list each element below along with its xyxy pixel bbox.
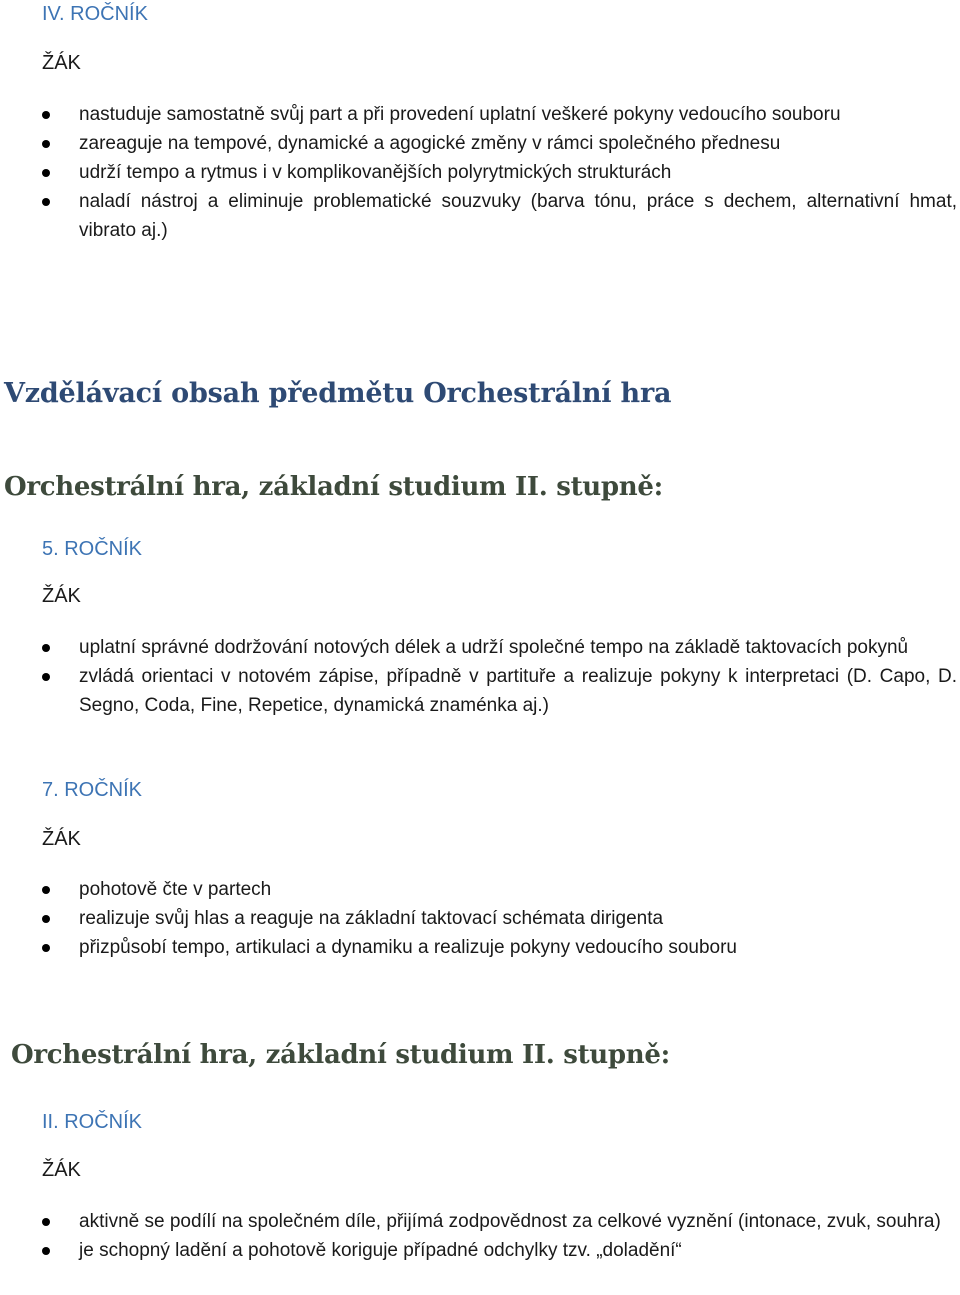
student-label-5: ŽÁK: [42, 585, 81, 607]
list-item: realizuje svůj hlas a reaguje na základní taktovací schémata dirigenta: [0, 904, 960, 933]
bullet-icon: [42, 1247, 50, 1255]
list-item: přizpůsobí tempo, artikulaci a dynamiku a realizuje pokyny vedoucího souboru: [0, 933, 960, 962]
list-item: nastuduje samostatně svůj part a při provedení uplatní veškeré pokyny vedoucího souboru: [0, 100, 960, 129]
grade-label-ii: II. ROČNÍK: [42, 1111, 143, 1133]
outcomes-list-7: [0, 875, 960, 962]
outcomes-list-5: [0, 633, 960, 720]
bullet-icon: [42, 140, 50, 148]
bullet-icon: [42, 169, 50, 177]
subheading-2: Orchestrální hra, základní studium II. stupně:: [11, 1040, 670, 1070]
list-item: pohotově čte v partech: [0, 875, 960, 904]
list-item: zareaguje na tempové, dynamické a agogické změny v rámci společného přednesu: [0, 129, 960, 158]
bullet-icon: [42, 886, 50, 894]
list-item: naladí nástroj a eliminuje problematické souzvuky (barva tónu, práce s dechem, alternativní hmat, vibrato aj.): [0, 187, 960, 245]
bullet-icon: [42, 673, 50, 681]
bullet-icon: [42, 944, 50, 952]
list-item: uplatní správné dodržování notových délek a udrží společné tempo na základě taktovacích pokynů: [0, 633, 960, 662]
list-item: aktivně se podílí na společném díle, přijímá zodpovědnost za celkové vyznění (intonace, zvuk, souhra): [0, 1207, 960, 1236]
list-item: zvládá orientaci v notovém zápise, případně v partituře a realizuje pokyny k interpretaci (D. Capo, D. Segno, Coda, Fine, Repetice, dynamická znaménka aj.): [0, 662, 960, 720]
student-label-ii: ŽÁK: [42, 1159, 81, 1181]
grade-label-7: 7. ROČNÍK: [42, 779, 143, 801]
subheading-1: Orchestrální hra, základní studium II. stupně:: [4, 472, 663, 502]
bullet-icon: [42, 198, 50, 206]
list-item: udrží tempo a rytmus i v komplikovanějších polyrytmických strukturách: [0, 158, 960, 187]
bullet-icon: [42, 915, 50, 923]
grade-label-5: 5. ROČNÍK: [42, 538, 143, 560]
bullet-icon: [42, 111, 50, 119]
bullet-icon: [42, 644, 50, 652]
list-item: je schopný ladění a pohotově koriguje případné odchylky tzv. „doladění“: [0, 1236, 960, 1265]
main-heading: Vzdělávací obsah předmětu Orchestrální hra: [4, 378, 672, 409]
bullet-icon: [42, 1218, 50, 1226]
student-label-7: ŽÁK: [42, 828, 81, 850]
grade-label-iv: IV. ROČNÍK: [42, 3, 148, 25]
outcomes-list-ii: [0, 1207, 960, 1265]
student-label-iv: ŽÁK: [42, 52, 81, 74]
outcomes-list-iv: [0, 100, 960, 245]
